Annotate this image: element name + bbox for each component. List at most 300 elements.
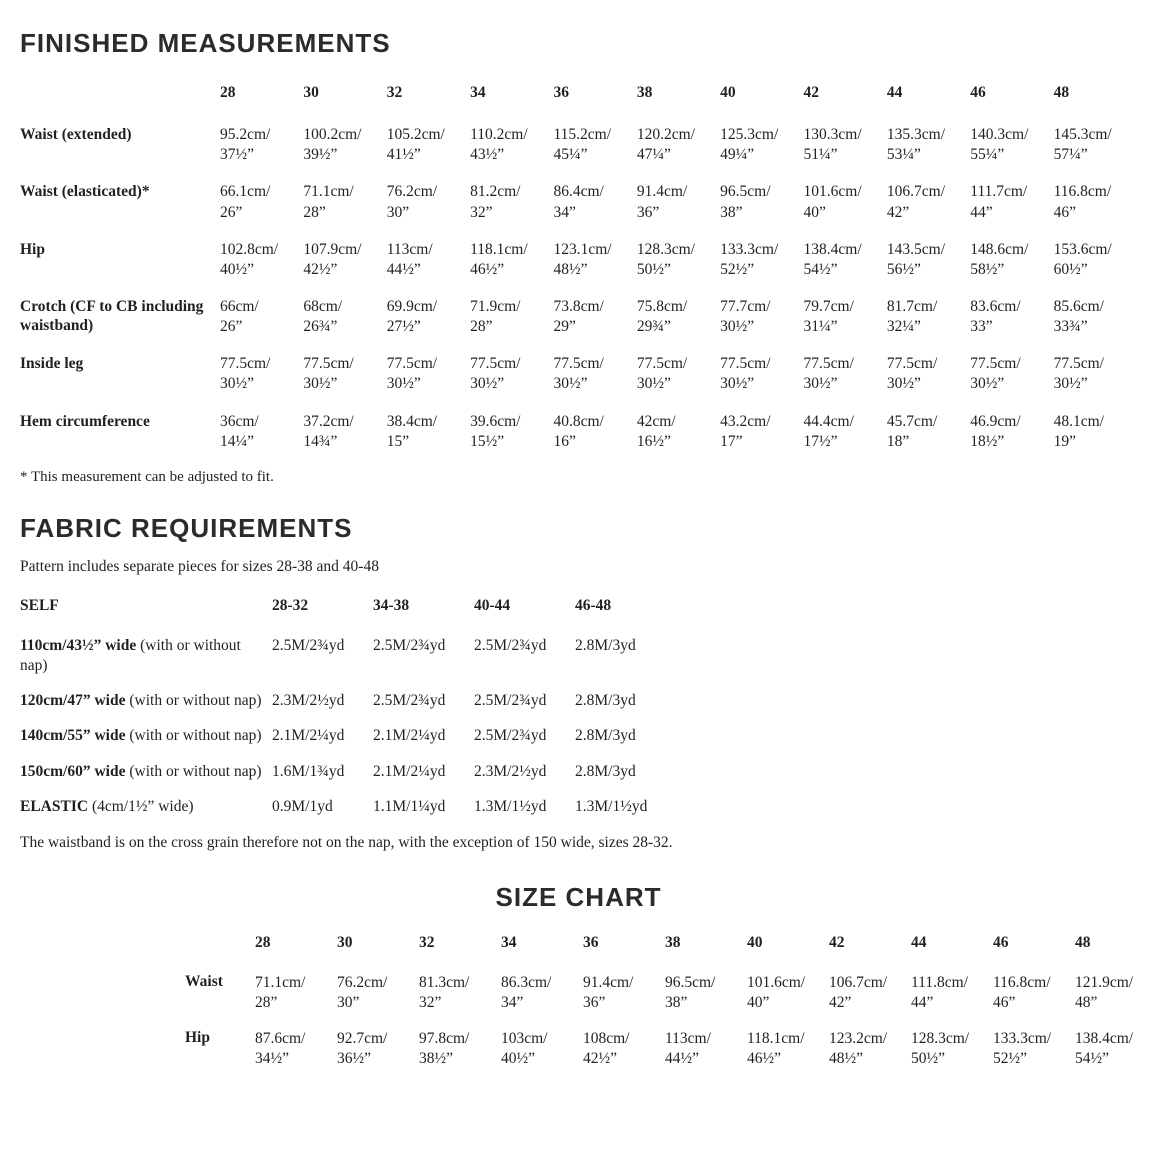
cell-line: 145.3cm/ xyxy=(1053,126,1112,144)
measurement-cell xyxy=(387,125,470,165)
cell-line: 36 xyxy=(583,934,599,952)
cell-line: 71.1cm/ xyxy=(303,183,354,201)
measurement-cell xyxy=(637,412,720,452)
yardage-cell xyxy=(575,797,676,816)
cell-line: 47¼” xyxy=(636,146,671,164)
cell-line: 81.2cm/ xyxy=(470,183,521,201)
cell-line: 34 xyxy=(470,84,486,101)
row-label: Crotch (CF to CB including waistband) xyxy=(20,297,204,335)
cell-line: 48” xyxy=(1075,993,1098,1011)
cell-line: 44½” xyxy=(665,1050,700,1068)
measurement-cell xyxy=(804,125,887,165)
cell-line: 86.3cm/ xyxy=(501,973,552,991)
size-chart-table xyxy=(185,933,1137,1069)
cell-line: 33¾” xyxy=(1053,318,1088,336)
cell-line: 38” xyxy=(720,203,743,221)
measurement-cell xyxy=(887,240,970,280)
table-row-crotch xyxy=(20,297,1137,337)
cell-line: 30½” xyxy=(803,375,838,393)
cell-line: 37½” xyxy=(220,146,255,164)
fabric-requirements-section xyxy=(20,513,1137,853)
measurement-cell xyxy=(220,297,303,337)
cell-line: 0.9M/1yd xyxy=(272,798,333,816)
cell-line: 42 xyxy=(803,84,820,101)
cell-line: 118.1cm/ xyxy=(470,240,528,258)
cell-line: 27½” xyxy=(386,318,421,336)
measurement-cell xyxy=(993,1029,1075,1069)
measurement-cell xyxy=(804,240,887,280)
cell-line: 116.8cm/ xyxy=(1053,183,1112,201)
cell-line: 18½” xyxy=(970,432,1005,450)
cell-line: 19” xyxy=(1053,432,1077,450)
measurement-cell xyxy=(303,182,386,222)
fabric-row-values xyxy=(272,726,676,745)
size-header-cell xyxy=(553,83,636,103)
size-header-cell xyxy=(1075,933,1151,953)
fabric-width-label: 110cm/43½” wide xyxy=(20,637,137,655)
measurement-cell xyxy=(1054,125,1137,165)
fabric-row-values xyxy=(272,691,676,710)
cell-line: 140.3cm/ xyxy=(970,126,1029,144)
measurement-cell xyxy=(804,182,887,222)
cell-line: 69.9cm/ xyxy=(386,297,438,315)
finished-measurements-table xyxy=(20,83,1137,452)
yardage-cell xyxy=(575,636,676,655)
measurement-cell xyxy=(970,240,1053,280)
yardage-cell xyxy=(373,691,474,710)
size-range-header-cell xyxy=(272,596,373,615)
cell-line: 38.4cm/ xyxy=(386,412,438,430)
cell-line: 60½” xyxy=(1053,260,1088,278)
measurement-cell xyxy=(303,297,386,337)
size-header-cell xyxy=(1054,83,1137,103)
fabric-nap-note: (with or without nap) xyxy=(20,637,241,674)
yardage-cell xyxy=(575,726,676,745)
measurement-cell xyxy=(1075,1029,1151,1069)
cell-line: 45.7cm/ xyxy=(886,412,938,430)
yardage-cell xyxy=(373,762,474,781)
cell-line: 17½” xyxy=(803,432,838,450)
cell-line: 138.4cm/ xyxy=(803,240,862,258)
cell-line: 30½” xyxy=(220,375,255,393)
cell-line: 54½” xyxy=(1075,1050,1110,1068)
measurement-cell xyxy=(804,297,887,337)
cell-line: 40” xyxy=(803,203,826,221)
fabric-row-label xyxy=(20,691,272,710)
fabric-row-120cm xyxy=(20,691,1137,710)
cell-line: 46” xyxy=(1053,203,1077,221)
row-cells xyxy=(220,182,1137,222)
cell-line: 42cm/ xyxy=(636,412,676,430)
cell-line: 31¼” xyxy=(803,318,838,336)
cell-line: 95.2cm/ xyxy=(220,126,271,144)
measurement-cell xyxy=(747,1029,829,1069)
size-range-header-cell xyxy=(474,596,575,615)
finished-measurements-title: FINISHED MEASUREMENTS xyxy=(20,28,391,58)
measurement-cell xyxy=(255,973,337,1013)
cell-line: 28 xyxy=(255,934,271,952)
measurement-cell xyxy=(637,125,720,165)
cell-line: 56½” xyxy=(886,260,921,278)
measurement-cell xyxy=(553,182,636,222)
measurement-cell xyxy=(720,412,803,452)
measurement-cell xyxy=(553,354,636,394)
cell-line: 92.7cm/ xyxy=(337,1029,388,1047)
cell-line: 30½” xyxy=(720,375,755,393)
cell-line: 133.3cm/ xyxy=(720,240,779,258)
measurement-cell xyxy=(501,1029,583,1069)
measurement-cell xyxy=(665,973,747,1013)
cell-line: 32 xyxy=(386,84,403,101)
measurement-cell xyxy=(553,125,636,165)
size-header-cell xyxy=(637,83,720,103)
cell-line: 36 xyxy=(553,84,569,101)
cell-line: 32 xyxy=(419,934,435,952)
cell-line: 46½” xyxy=(747,1050,782,1068)
cell-line: 17” xyxy=(720,432,743,450)
cell-line: 32¼” xyxy=(886,318,921,336)
cell-line: 85.6cm/ xyxy=(1053,297,1104,315)
cell-line: 33” xyxy=(970,318,993,336)
row-label: Inside leg xyxy=(20,355,84,373)
fabric-row-values xyxy=(272,636,676,655)
cell-line: 2.8M/3yd xyxy=(575,762,636,780)
cell-line: 81.3cm/ xyxy=(419,973,470,991)
cell-line: 79.7cm/ xyxy=(803,297,854,315)
fabric-width-label: 150cm/60” wide xyxy=(20,762,126,780)
measurement-cell xyxy=(637,182,720,222)
row-cells xyxy=(220,354,1137,394)
cell-line: 34” xyxy=(501,993,524,1011)
size-chart-header-spacer xyxy=(185,933,255,953)
measurement-cell xyxy=(419,973,501,1013)
size-header-cell xyxy=(303,83,386,103)
cell-line: 148.6cm/ xyxy=(970,240,1029,258)
measurement-cell xyxy=(970,125,1053,165)
size-header-cell xyxy=(911,933,993,953)
cell-line: 77.7cm/ xyxy=(720,297,771,315)
cell-line: 30½” xyxy=(1053,375,1088,393)
size-chart-section xyxy=(20,882,1137,1069)
cell-line: 2.1M/2¼yd xyxy=(373,727,446,745)
row-cells xyxy=(220,412,1137,452)
measurement-cell xyxy=(637,297,720,337)
cell-line: 48.1cm/ xyxy=(1053,412,1104,430)
measurement-cell xyxy=(419,1029,501,1069)
cell-line: 2.8M/3yd xyxy=(575,691,636,709)
cell-line: 68cm/ xyxy=(303,297,343,315)
cell-line: 42” xyxy=(886,203,910,221)
cell-line: 26” xyxy=(220,203,243,221)
cell-line: 77.5cm/ xyxy=(886,355,938,373)
cell-line: 128.3cm/ xyxy=(911,1029,970,1047)
cell-line: 48 xyxy=(1053,84,1070,101)
measurement-cell xyxy=(501,973,583,1013)
size-chart-row-waist xyxy=(185,973,1137,1013)
cell-line: 42½” xyxy=(583,1050,618,1068)
cell-line: 38” xyxy=(665,993,688,1011)
fabric-row-values xyxy=(272,797,676,816)
cell-line: 49¼” xyxy=(720,146,755,164)
cell-line: 48½” xyxy=(553,260,588,278)
yardage-cell xyxy=(272,691,373,710)
cell-line: 40½” xyxy=(220,260,255,278)
cell-line: 87.6cm/ xyxy=(255,1029,306,1047)
cell-line: 18” xyxy=(886,432,910,450)
cell-line: 50½” xyxy=(911,1050,946,1068)
size-header-cell xyxy=(387,83,470,103)
cell-line: 66cm/ xyxy=(220,297,259,315)
cell-line: 2.3M/2½yd xyxy=(474,762,547,780)
size-header-cell xyxy=(419,933,501,953)
cell-line: 2.1M/2¼yd xyxy=(373,762,446,780)
measurement-cell xyxy=(470,297,553,337)
cell-line: 111.7cm/ xyxy=(970,183,1028,201)
cell-line: 71.1cm/ xyxy=(255,973,306,991)
cell-line: 153.6cm/ xyxy=(1053,240,1112,258)
measurement-cell xyxy=(637,240,720,280)
measurement-cell xyxy=(970,412,1053,452)
cell-line: 77.5cm/ xyxy=(636,355,688,373)
cell-line: 30½” xyxy=(386,375,421,393)
measurement-cell xyxy=(470,182,553,222)
cell-line: 77.5cm/ xyxy=(470,355,521,373)
cell-line: 40½” xyxy=(501,1050,536,1068)
row-cells xyxy=(220,125,1137,165)
cell-line: 34” xyxy=(553,203,576,221)
size-header-cell xyxy=(501,933,583,953)
measurement-cell xyxy=(970,354,1053,394)
measurement-cell xyxy=(887,125,970,165)
cell-line: 1.3M/1½yd xyxy=(575,798,648,816)
cell-line: 101.6cm/ xyxy=(747,973,806,991)
cell-line: 133.3cm/ xyxy=(993,1029,1052,1047)
measurement-cell xyxy=(1054,297,1137,337)
cell-line: 86.4cm/ xyxy=(553,183,604,201)
row-cells xyxy=(255,973,1151,1013)
cell-line: 2.5M/2¾yd xyxy=(474,637,547,655)
cell-line: 1.3M/1½yd xyxy=(474,798,547,816)
measurement-cell xyxy=(220,412,303,452)
measurement-cell xyxy=(1054,240,1137,280)
cell-line: 77.5cm/ xyxy=(720,355,771,373)
measurement-cell xyxy=(993,973,1075,1013)
fabric-width-label: 120cm/47” wide xyxy=(20,691,126,709)
cell-line: 121.9cm/ xyxy=(1075,973,1134,991)
cell-line: 38 xyxy=(665,934,681,952)
cell-line: 34½” xyxy=(255,1050,290,1068)
cell-line: 91.4cm/ xyxy=(636,183,688,201)
fabric-nap-note: (with or without nap) xyxy=(125,727,262,745)
size-chart-header-row xyxy=(185,933,1137,953)
cell-line: 106.7cm/ xyxy=(886,183,946,201)
cell-line: 58½” xyxy=(970,260,1005,278)
cell-line: 111.8cm/ xyxy=(911,973,968,991)
table-row-inside-leg xyxy=(20,354,1137,394)
cell-line: 102.8cm/ xyxy=(220,240,279,258)
cell-line: 30½” xyxy=(636,375,671,393)
cell-line: 91.4cm/ xyxy=(583,973,634,991)
cell-line: 108cm/ xyxy=(583,1029,630,1047)
yardage-cell xyxy=(474,797,575,816)
fabric-header-row xyxy=(20,596,1137,615)
size-header-cell xyxy=(220,83,303,103)
measurement-cell xyxy=(804,412,887,452)
cell-line: 54½” xyxy=(803,260,838,278)
measurement-cell xyxy=(887,354,970,394)
cell-line: 135.3cm/ xyxy=(886,126,946,144)
measurement-cell xyxy=(470,354,553,394)
cell-line: 15” xyxy=(386,432,410,450)
cell-line: 43½” xyxy=(470,146,505,164)
cell-line: 77.5cm/ xyxy=(970,355,1021,373)
measurement-cell xyxy=(303,354,386,394)
cell-line: 16” xyxy=(553,432,576,450)
cell-line: 30½” xyxy=(470,375,505,393)
measurement-cell xyxy=(553,240,636,280)
elastic-width-note: (4cm/1½” wide) xyxy=(88,798,194,816)
cell-line: 2.5M/2¾yd xyxy=(272,637,345,655)
measurement-cell xyxy=(887,182,970,222)
cell-line: 2.5M/2¾yd xyxy=(373,691,446,709)
yardage-cell xyxy=(575,762,676,781)
size-header-cell xyxy=(993,933,1075,953)
cell-line: 14¼” xyxy=(220,432,255,450)
cell-line: 39½” xyxy=(303,146,338,164)
measurement-cell xyxy=(553,412,636,452)
yardage-cell xyxy=(373,797,474,816)
measurement-cell xyxy=(970,297,1053,337)
size-header-spacer xyxy=(20,83,220,103)
measurement-cell xyxy=(220,354,303,394)
cell-line: 48½” xyxy=(829,1050,864,1068)
cell-line: 28” xyxy=(255,993,278,1011)
cell-line: 55¼” xyxy=(970,146,1005,164)
table-row-waist-extended xyxy=(20,125,1137,165)
cell-line: 44” xyxy=(970,203,993,221)
cell-line: 101.6cm/ xyxy=(803,183,862,201)
cell-line: 34-38 xyxy=(373,596,410,614)
cell-line: 2.3M/2½yd xyxy=(272,691,345,709)
cell-line: 29” xyxy=(553,318,576,336)
measurement-cell xyxy=(553,297,636,337)
cell-line: 96.5cm/ xyxy=(665,973,716,991)
yardage-cell xyxy=(373,636,474,655)
measurement-cell xyxy=(387,240,470,280)
size-chart-header-cells xyxy=(255,933,1151,953)
cell-line: 32” xyxy=(419,993,442,1011)
cell-line: 40” xyxy=(747,993,770,1011)
fabric-requirements-title: FABRIC REQUIREMENTS xyxy=(20,512,353,543)
cell-line: 113cm/ xyxy=(386,240,433,258)
fabric-row-140cm xyxy=(20,726,1137,745)
cell-line: 97.8cm/ xyxy=(419,1029,470,1047)
measurement-cell xyxy=(303,240,386,280)
size-range-header-cell xyxy=(373,596,474,615)
yardage-cell xyxy=(272,762,373,781)
cell-line: 125.3cm/ xyxy=(720,126,779,144)
cell-line: 36” xyxy=(636,203,660,221)
measurement-cell xyxy=(220,125,303,165)
cell-line: 38 xyxy=(636,84,653,101)
cell-line: 40-44 xyxy=(474,596,511,614)
fabric-row-elastic xyxy=(20,797,1137,816)
cell-line: 2.5M/2¾yd xyxy=(373,637,446,655)
cell-line: 2.5M/2¾yd xyxy=(474,691,547,709)
cell-line: 75.8cm/ xyxy=(636,297,688,315)
measurement-cell xyxy=(665,1029,747,1069)
measurement-cell xyxy=(387,182,470,222)
measurement-cell xyxy=(1054,182,1137,222)
cell-line: 39.6cm/ xyxy=(470,412,521,430)
cell-line: 28” xyxy=(303,203,326,221)
cell-line: 52½” xyxy=(720,260,755,278)
cell-line: 76.2cm/ xyxy=(386,183,438,201)
cell-line: 43.2cm/ xyxy=(720,412,771,430)
fabric-row-label xyxy=(20,797,272,816)
cell-line: 46 xyxy=(970,84,986,101)
yardage-cell xyxy=(474,691,575,710)
measurement-cell xyxy=(720,297,803,337)
yardage-cell xyxy=(272,797,373,816)
cell-line: 123.2cm/ xyxy=(829,1029,888,1047)
cell-line: 15½” xyxy=(470,432,505,450)
cell-line: 83.6cm/ xyxy=(970,297,1021,315)
measurement-cell xyxy=(747,973,829,1013)
cell-line: 105.2cm/ xyxy=(386,126,445,144)
row-label: Waist (extended) xyxy=(20,126,132,144)
measurement-cell xyxy=(470,240,553,280)
cell-line: 2.5M/2¾yd xyxy=(474,727,547,745)
yardage-cell xyxy=(575,691,676,710)
measurement-cell xyxy=(470,125,553,165)
cell-line: 44 xyxy=(911,934,927,952)
cell-line: 77.5cm/ xyxy=(553,355,604,373)
fabric-row-label xyxy=(20,726,272,745)
size-header-cell xyxy=(665,933,747,953)
measurement-cell xyxy=(337,1029,419,1069)
yardage-cell xyxy=(474,762,575,781)
cell-line: 26¾” xyxy=(303,318,338,336)
row-label: Waist (elasticated)* xyxy=(20,183,150,201)
cell-line: 30½” xyxy=(886,375,921,393)
fabric-row-label xyxy=(20,762,272,781)
cell-line: 44” xyxy=(911,993,934,1011)
cell-line: 26” xyxy=(220,318,243,336)
measurement-cell xyxy=(829,1029,911,1069)
cell-line: 42” xyxy=(829,993,852,1011)
cell-line: 30 xyxy=(337,934,353,952)
cell-line: 57¼” xyxy=(1053,146,1088,164)
row-label: Hip xyxy=(185,1028,210,1046)
size-header-cell xyxy=(970,83,1053,103)
cell-line: 76.2cm/ xyxy=(337,973,388,991)
cell-line: 77.5cm/ xyxy=(1053,355,1104,373)
cell-line: 110.2cm/ xyxy=(470,126,528,144)
cell-line: 30½” xyxy=(303,375,338,393)
cell-line: 41½” xyxy=(386,146,421,164)
measurement-cell xyxy=(911,1029,993,1069)
fabric-row-110cm xyxy=(20,636,1137,675)
cell-line: 96.5cm/ xyxy=(720,183,771,201)
cell-line: 103cm/ xyxy=(501,1029,548,1047)
cell-line: 2.1M/2¼yd xyxy=(272,727,345,745)
measurement-cell xyxy=(387,354,470,394)
measurement-cell xyxy=(720,125,803,165)
cell-line: 77.5cm/ xyxy=(803,355,854,373)
yardage-cell xyxy=(272,726,373,745)
size-header-cell xyxy=(804,83,887,103)
